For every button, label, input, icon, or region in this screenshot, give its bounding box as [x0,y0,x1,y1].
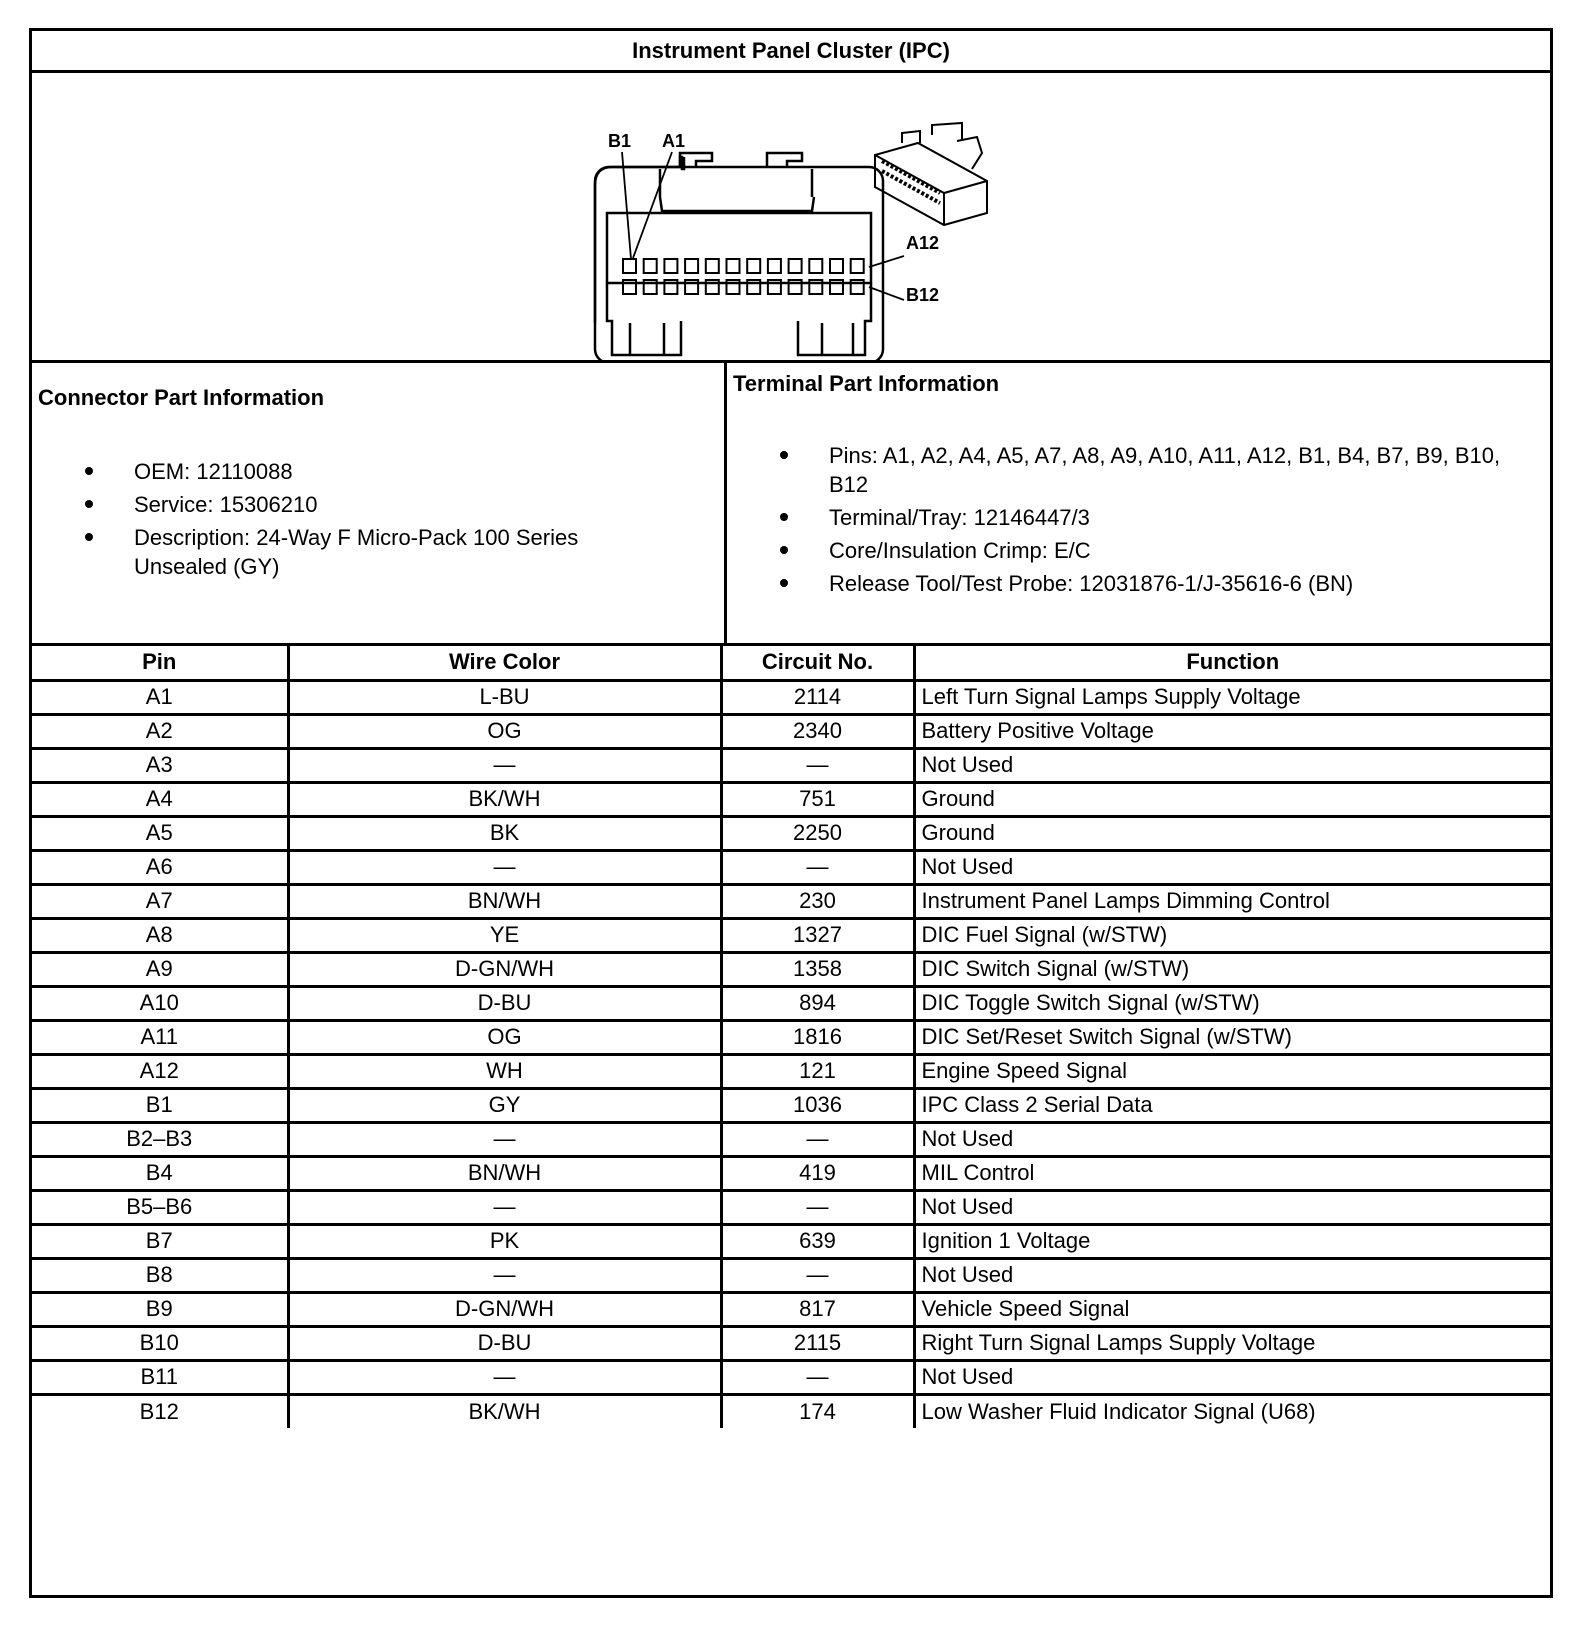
pin-cavity [664,259,677,273]
pin-cavity [644,259,657,273]
table-row [32,1122,1550,1156]
pin-cavity [706,259,719,273]
circuit-cell: — [721,748,914,782]
wire-color-cell: L-BU [288,680,721,714]
wire-color-cell: — [288,1258,721,1292]
table-row [32,884,1550,918]
list-item: Terminal/Tray: 12146447/3 [783,503,1513,532]
connector-face-drawing [32,73,1550,360]
table-row [32,1054,1550,1088]
wire-color-cell: D-GN/WH [288,952,721,986]
function-cell: Not Used [914,1122,1550,1156]
table-row [32,1394,1550,1428]
label-b12: B12 [906,285,940,305]
function-cell: IPC Class 2 Serial Data [914,1088,1550,1122]
wire-color-cell: BK/WH [288,1394,721,1428]
pin-cell: B9 [32,1292,288,1326]
table-row [32,1020,1550,1054]
pin-cell: B4 [32,1156,288,1190]
circuit-cell: 2114 [721,680,914,714]
circuit-cell: 2115 [721,1326,914,1360]
pin-cell: B11 [32,1360,288,1394]
pin-cell: A5 [32,816,288,850]
pin-cell: B10 [32,1326,288,1360]
circuit-cell: 751 [721,782,914,816]
column-header-circuit: Circuit No. [721,646,914,680]
circuit-cell: 817 [721,1292,914,1326]
connector-info-list [88,457,648,585]
circuit-cell: 419 [721,1156,914,1190]
pin-cell: A6 [32,850,288,884]
pin-cell: B5–B6 [32,1190,288,1224]
function-cell: Ground [914,816,1550,850]
function-cell: Ground [914,782,1550,816]
circuit-cell: 1816 [721,1020,914,1054]
pin-table [32,646,1550,1428]
function-cell: DIC Set/Reset Switch Signal (w/STW) [914,1020,1550,1054]
pin-cavity [851,259,864,273]
table-row [32,816,1550,850]
wire-color-cell: D-BU [288,986,721,1020]
pin-cavity [768,259,781,273]
pin-cavity [727,259,740,273]
function-cell: Not Used [914,1258,1550,1292]
pin-cell: B7 [32,1224,288,1258]
function-cell: Not Used [914,1360,1550,1394]
circuit-cell: 1327 [721,918,914,952]
wire-color-cell: OG [288,1020,721,1054]
circuit-cell: — [721,1122,914,1156]
function-cell: MIL Control [914,1156,1550,1190]
table-row [32,1326,1550,1360]
circuit-cell: 2250 [721,816,914,850]
circuit-cell: — [721,850,914,884]
list-item: Pins: A1, A2, A4, A5, A7, A8, A9, A10, A11, A12, B1, B4, B7, B9, B10, B12 [783,441,1513,499]
pin-cell: A12 [32,1054,288,1088]
label-b1: B1 [608,131,632,151]
function-cell: Vehicle Speed Signal [914,1292,1550,1326]
pin-cavity [685,259,698,273]
table-row [32,680,1550,714]
pin-cell: A3 [32,748,288,782]
pin-cell: B8 [32,1258,288,1292]
list-item: Core/Insulation Crimp: E/C [783,536,1513,565]
table-row [32,714,1550,748]
wire-color-cell: WH [288,1054,721,1088]
table-row [32,1088,1550,1122]
column-header-pin: Pin [32,646,288,680]
wire-color-cell: D-BU [288,1326,721,1360]
wire-color-cell: GY [288,1088,721,1122]
circuit-cell: 894 [721,986,914,1020]
terminal-info-list [783,441,1513,602]
table-row [32,1258,1550,1292]
bullet-icon [780,546,788,554]
connector-diagram [32,73,1550,363]
circuit-cell: 1036 [721,1088,914,1122]
circuit-cell: — [721,1190,914,1224]
list-item: Release Tool/Test Probe: 12031876-1/J-35616-6 (BN) [783,569,1513,598]
function-cell: Ignition 1 Voltage [914,1224,1550,1258]
function-cell: Not Used [914,1190,1550,1224]
wire-color-cell: — [288,748,721,782]
pin-cavity [809,259,822,273]
list-item: Service: 15306210 [88,490,648,519]
circuit-cell: 639 [721,1224,914,1258]
function-cell: DIC Switch Signal (w/STW) [914,952,1550,986]
pin-cavity [830,259,843,273]
pin-cell: B1 [32,1088,288,1122]
column-header-function: Function [914,646,1550,680]
wire-color-cell: PK [288,1224,721,1258]
connector-sheet [29,28,1553,1598]
table-row [32,1190,1550,1224]
table-row [32,952,1550,986]
table-row [32,1156,1550,1190]
function-cell: DIC Toggle Switch Signal (w/STW) [914,986,1550,1020]
bullet-icon [85,500,93,508]
wire-color-cell: YE [288,918,721,952]
pin-cavity [789,259,802,273]
table-row [32,1360,1550,1394]
bullet-icon [780,513,788,521]
wire-color-cell: — [288,1360,721,1394]
function-cell: Instrument Panel Lamps Dimming Control [914,884,1550,918]
label-a1: A1 [662,131,686,151]
bullet-icon [85,533,93,541]
table-row [32,748,1550,782]
circuit-cell: — [721,1258,914,1292]
pin-cavity [623,259,636,273]
pin-cell: A11 [32,1020,288,1054]
column-header-wire-color: Wire Color [288,646,721,680]
bullet-icon [85,467,93,475]
circuit-cell: 2340 [721,714,914,748]
terminal-info-heading: Terminal Part Information [733,371,1000,396]
wire-color-cell: BK [288,816,721,850]
table-header-row [32,646,1550,680]
list-item: OEM: 12110088 [88,457,648,486]
function-cell: Not Used [914,748,1550,782]
wire-color-cell: D-GN/WH [288,1292,721,1326]
terminal-part-information [727,363,1550,643]
connector-part-information [32,363,727,643]
circuit-cell: 1358 [721,952,914,986]
function-cell: Low Washer Fluid Indicator Signal (U68) [914,1394,1550,1428]
circuit-cell: 121 [721,1054,914,1088]
part-information [32,363,1550,646]
table-row [32,986,1550,1020]
list-item: Description: 24-Way F Micro-Pack 100 Series Unsealed (GY) [88,523,648,581]
wire-color-cell: — [288,1122,721,1156]
pin-cell: B12 [32,1394,288,1428]
connector-info-heading: Connector Part Information [38,385,325,410]
label-a12: A12 [906,233,940,253]
function-cell: Not Used [914,850,1550,884]
table-row [32,850,1550,884]
bullet-icon [780,451,788,459]
wire-color-cell: — [288,1190,721,1224]
table-row [32,1292,1550,1326]
pin-cell: B2–B3 [32,1122,288,1156]
table-row [32,918,1550,952]
function-cell: Right Turn Signal Lamps Supply Voltage [914,1326,1550,1360]
pin-cell: A2 [32,714,288,748]
wire-color-cell: BK/WH [288,782,721,816]
function-cell: Left Turn Signal Lamps Supply Voltage [914,680,1550,714]
wire-color-cell: OG [288,714,721,748]
page-title: Instrument Panel Cluster (IPC) [32,31,1550,73]
pin-cell: A7 [32,884,288,918]
circuit-cell: 230 [721,884,914,918]
pin-cell: A9 [32,952,288,986]
function-cell: Engine Speed Signal [914,1054,1550,1088]
wire-color-cell: BN/WH [288,1156,721,1190]
circuit-cell: — [721,1360,914,1394]
wire-color-cell: — [288,850,721,884]
table-row [32,782,1550,816]
table-row [32,1224,1550,1258]
pin-cavity [747,259,760,273]
function-cell: DIC Fuel Signal (w/STW) [914,918,1550,952]
function-cell: Battery Positive Voltage [914,714,1550,748]
bullet-icon [780,579,788,587]
pin-cell: A8 [32,918,288,952]
circuit-cell: 174 [721,1394,914,1428]
pin-cell: A10 [32,986,288,1020]
pin-cell: A4 [32,782,288,816]
pin-cell: A1 [32,680,288,714]
wire-color-cell: BN/WH [288,884,721,918]
